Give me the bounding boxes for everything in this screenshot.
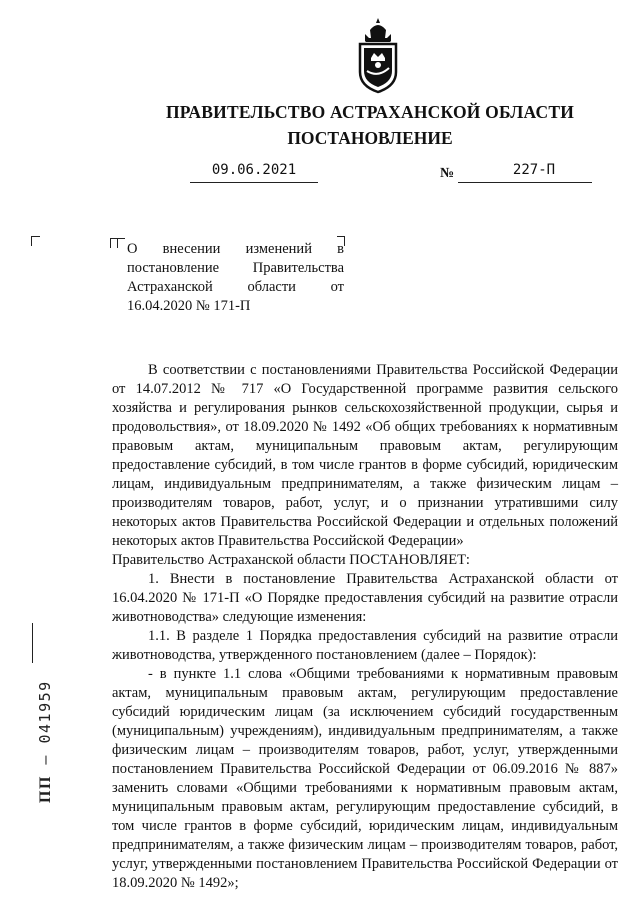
body-paragraph-item-1-1: 1.1. В разделе 1 Порядка предоставления субсидий на развитие отрасли животноводства, утвержденного постановлением (далее – Порядок): (112, 628, 618, 663)
organization-title: ПРАВИТЕЛЬСТВО АСТРАХАНСКОЙ ОБЛАСТИ (165, 102, 575, 122)
date-underline (190, 182, 318, 183)
body-paragraph-resolves: Правительство Астраханской области ПОСТАНОВЛЯЕТ: (112, 552, 470, 568)
body-paragraph-item-1-1-1: - в пункте 1.1 слова «Общими требованиями к нормативным правовым актам, муниципальным правовым актам, регулирующим предоставление субсидий юридическим лицам (за исключением субсидий государственным (муниципальным) учреждениям), индивидуальным предпринимателям, а также физическим лицам – производителям товаров, работ, услуг, утвержденными постановлением Правительства Российской Федерации от 06.09.2016 № 887» заменить словами «Общими требованиями к нормативным правовым актам, муниципальным правовым актам, регулирующим предоставление субсидий, в том числе грантов в форме субсидий, юридическим лицам, индивидуальным предпринимателям, а также физическим лицам – производителям товаров, работ, услуг, утвержденными постановлением Правительства Российской Федерации от 18.09.2020 № 1492»; (112, 666, 618, 891)
document-date: 09.06.2021 (211, 162, 297, 178)
body-paragraph-preamble: В соответствии с постановлениями Правительства Российской Федерации от 14.07.2012 № 717 «О Государственной программе развития сельского хозяйства и регулирования рынков сельскохозяйственной продукции, сырья и продовольствия», от 18.09.2020 № 1492 «Об общих требованиях к нормативным правовым актам, муниципальным правовым актам, регулирующим предоставление субсидий, в том числе грантов в форме субсидий, юридическим лицам, индивидуальным предпринимателям, а также физическим лицам – производителям товаров, работ, услуг, и о признании утратившими силу некоторых актов Правительства Российской Федерации и отдельных положений некоторых актов Правительства Российской Федерации» (112, 362, 618, 549)
document-subject: О внесении изменений в постановление Правительства Астраханской области от 16.04.2020 № 171-П (127, 241, 344, 314)
side-serial-number: 041959 (36, 680, 54, 744)
number-sign: № (440, 166, 455, 181)
margin-rule (32, 623, 33, 663)
side-serial-code: ПП – 041959 (36, 680, 54, 803)
coat-of-arms-icon (352, 16, 404, 94)
document-number: 227-П (512, 162, 556, 178)
margin-corner-mark (31, 236, 40, 246)
subject-corner-mark-left-inner (117, 238, 125, 248)
document-body (112, 361, 618, 893)
body-paragraph-item-1: 1. Внести в постановление Правительства Астраханской области от 16.04.2020 № 171-П «О Порядке предоставления субсидий на развитие отрасли животноводства» следующие изменения: (112, 571, 618, 625)
document-type-title: ПОСТАНОВЛЕНИЕ (287, 128, 453, 148)
side-serial-prefix: ПП (37, 775, 54, 803)
number-underline (458, 182, 592, 183)
